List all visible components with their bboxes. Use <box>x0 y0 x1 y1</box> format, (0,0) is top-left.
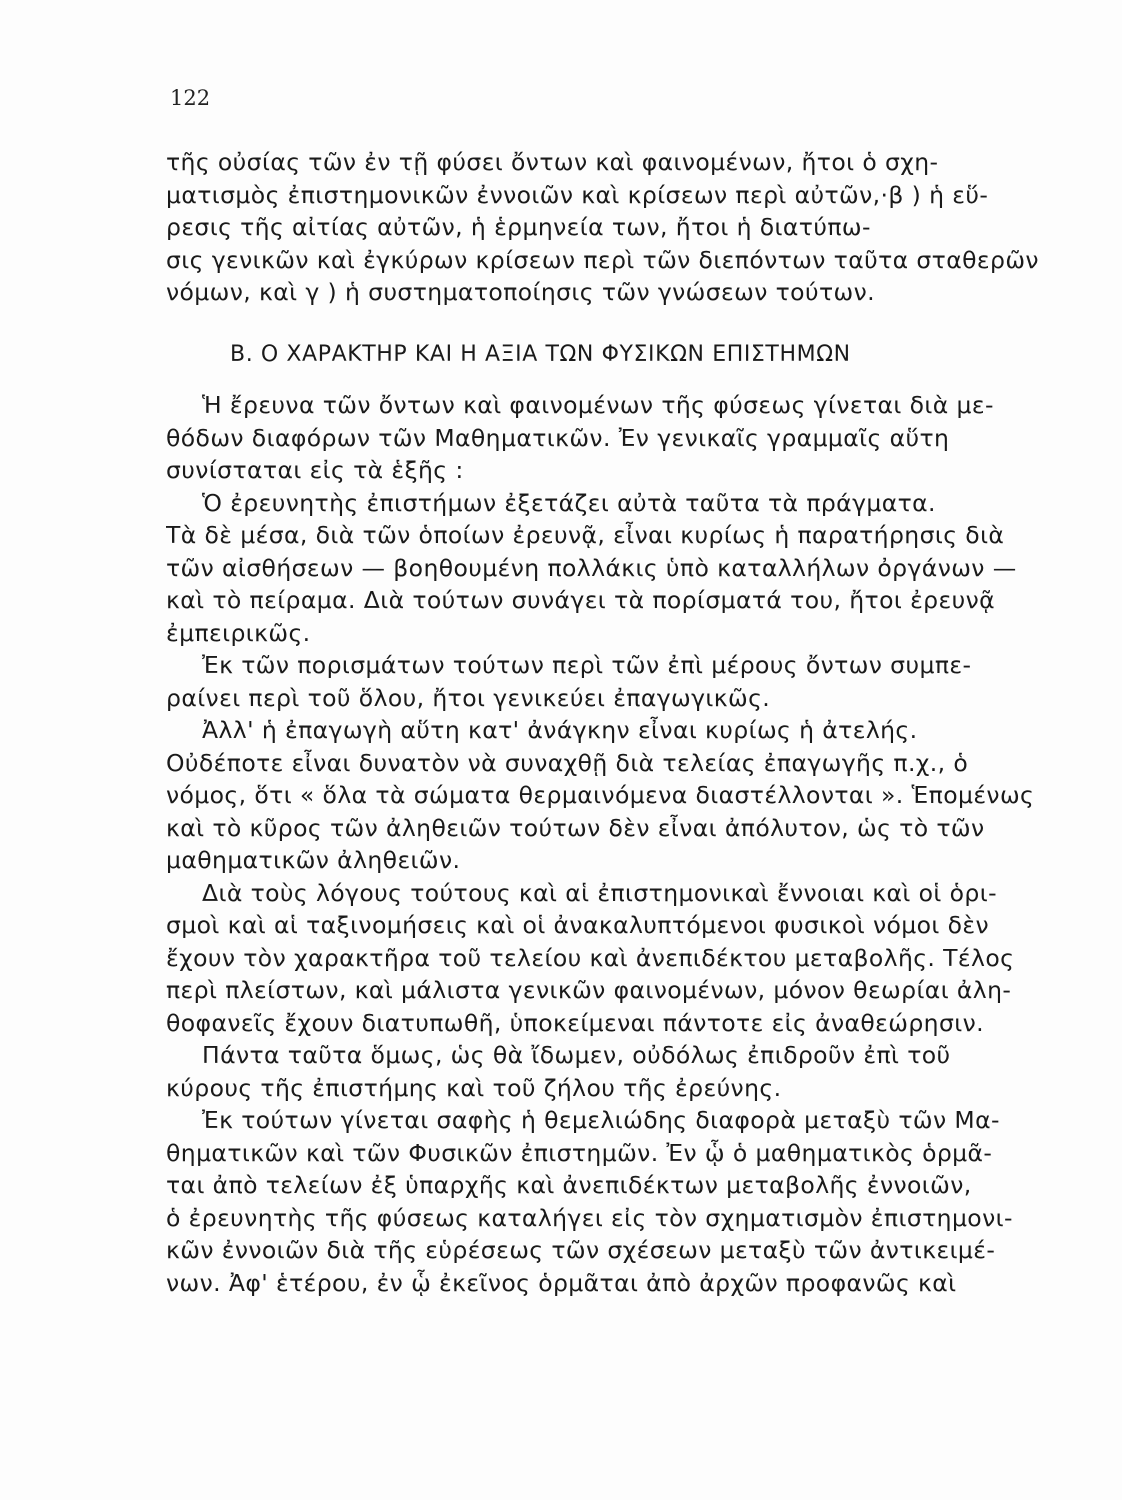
text-line: ὁ ἐρευνητὴς τῆς φύσεως καταλήγει εἰς τὸν σχηματισμὸν ἐπιστημονι- <box>166 1203 1013 1232</box>
text-line: Ἐκ τῶν πορισμάτων τούτων περὶ τῶν ἐπὶ μέρους ὄντων συμπε- <box>202 651 972 679</box>
text-line: περὶ πλείστων, καὶ μάλιστα γενικῶν φαινομένων, μόνον θεωρίαι ἀλη- <box>166 976 1012 1004</box>
text-line: ρεσις τῆς αἰτίας αὐτῶν, ἡ ἑρμηνεία των, ἤτοι ἡ διατύπω- <box>166 213 871 241</box>
text-line: καὶ τὸ πείραμα. Διὰ τούτων συνάγει τὰ πορίσματά του, ἤτοι ἐρευνᾷ <box>166 586 996 614</box>
text-line: ἔχουν τὸν χαρακτῆρα τοῦ τελείου καὶ ἀνεπιδέκτου μεταβολῆς. Τέλος <box>166 943 1015 972</box>
text-line: Ἀλλ' ἡ ἐπαγωγὴ αὕτη κατ' ἀνάγκην εἶναι κυρίως ἡ ἀτελής. <box>202 716 918 744</box>
text-line: καὶ τὸ κῦρος τῶν ἀληθειῶν τούτων δὲν εἶναι ἀπόλυτον, ὡς τὸ τῶν <box>166 813 985 842</box>
text-line: τῶν αἰσθήσεων — βοηθουμένη πολλάκις ὑπὸ καταλλήλων ὀργάνων — <box>166 553 1017 582</box>
text-line: Τὰ δὲ μέσα, διὰ τῶν ὁποίων ἐρευνᾷ, εἶναι κυρίως ἡ παρατήρησις διὰ <box>166 521 1005 549</box>
text-line: νόμων, καὶ γ ) ἡ συστηματοποίησις τῶν γνώσεων τούτων. <box>166 278 875 306</box>
body-text <box>166 146 1046 1299</box>
text-line: θόδων διαφόρων τῶν Μαθηματικῶν. Ἐν γενικαῖς γραμμαῖς αὕτη <box>166 423 950 452</box>
page-number: 122 <box>170 86 211 110</box>
text-line: νόμος, ὅτι « ὅλα τὰ σώματα θερμαινόμενα διαστέλλονται ». Ἑπομένως <box>166 781 1035 809</box>
section-heading: Β. Ο ΧΑΡΑΚΤΗΡ ΚΑΙ Η ΑΞΙΑ ΤΩΝ ΦΥΣΙΚΩΝ ΕΠΙΣΤΗΜΩΝ <box>230 341 851 367</box>
text-line: Οὐδέποτε εἶναι δυνατὸν νὰ συναχθῇ διὰ τελείας ἐπαγωγῆς π.χ., ὁ <box>166 748 969 777</box>
text-line: μαθηματικῶν ἀληθειῶν. <box>166 846 461 874</box>
text-line: κῶν ἐννοιῶν διὰ τῆς εὑρέσεως τῶν σχέσεων μεταξὺ τῶν ἀντικειμέ- <box>166 1236 996 1264</box>
text-line: Διὰ τοὺς λόγους τούτους καὶ αἱ ἐπιστημονικαὶ ἔννοιαι καὶ οἱ ὁρι- <box>202 878 997 907</box>
text-line: Πάντα ταῦτα ὅμως, ὡς θὰ ἴδωμεν, οὐδόλως ἐπιδροῦν ἐπὶ τοῦ <box>202 1041 951 1069</box>
text-line: ται ἀπὸ τελείων ἐξ ὑπαρχῆς καὶ ἀνεπιδέκτων μεταβολῆς ἐννοιῶν, <box>166 1171 972 1199</box>
text-line: ραίνει περὶ τοῦ ὅλου, ἤτοι γενικεύει ἐπαγωγικῶς. <box>166 683 771 712</box>
text-line: θοφανεῖς ἔχουν διατυπωθῆ, ὑποκείμεναι πάντοτε εἰς ἀναθεώρησιν. <box>166 1008 985 1037</box>
text-line: σμοὶ καὶ αἱ ταξινομήσεις καὶ οἱ ἀνακαλυπτόμενοι φυσικοὶ νόμοι δὲν <box>166 911 990 939</box>
text-line: Ἐκ τούτων γίνεται σαφὴς ἡ θεμελιώδης διαφορὰ μεταξὺ τῶν Μα- <box>202 1106 1000 1134</box>
text-line: κύρους τῆς ἐπιστήμης καὶ τοῦ ζήλου τῆς ἐρεύνης. <box>166 1073 782 1102</box>
text-line: Ὁ ἐρευνητὴς ἐπιστήμων ἐξετάζει αὐτὰ ταῦτα τὰ πράγματα. <box>202 488 936 517</box>
text-line: ματισμὸς ἐπιστημονικῶν ἐννοιῶν καὶ κρίσεων περὶ αὐτῶν,·β ) ἡ εὕ- <box>166 180 989 209</box>
text-line: συνίσταται εἰς τὰ ἑξῆς : <box>166 456 464 484</box>
text-line: θηματικῶν καὶ τῶν Φυσικῶν ἐπιστημῶν. Ἐν ᾧ ὁ μαθηματικὸς ὁρμᾶ- <box>166 1138 993 1167</box>
text-line: σις γενικῶν καὶ ἐγκύρων κρίσεων περὶ τῶν διεπόντων ταῦτα σταθερῶν <box>166 245 1039 274</box>
text-line: Ἡ ἔρευνα τῶν ὄντων καὶ φαινομένων τῆς φύσεως γίνεται διὰ με- <box>202 391 994 419</box>
text-line: τῆς οὐσίας τῶν ἐν τῇ φύσει ὄντων καὶ φαινομένων, ἤτοι ὁ σχη- <box>166 148 939 176</box>
text-line: ἐμπειρικῶς. <box>166 618 311 647</box>
text-line: νων. Ἀφ' ἑτέρου, ἐν ᾧ ἐκεῖνος ὁρμᾶται ἀπὸ ἀρχῶν προφανῶς καὶ <box>166 1268 957 1297</box>
